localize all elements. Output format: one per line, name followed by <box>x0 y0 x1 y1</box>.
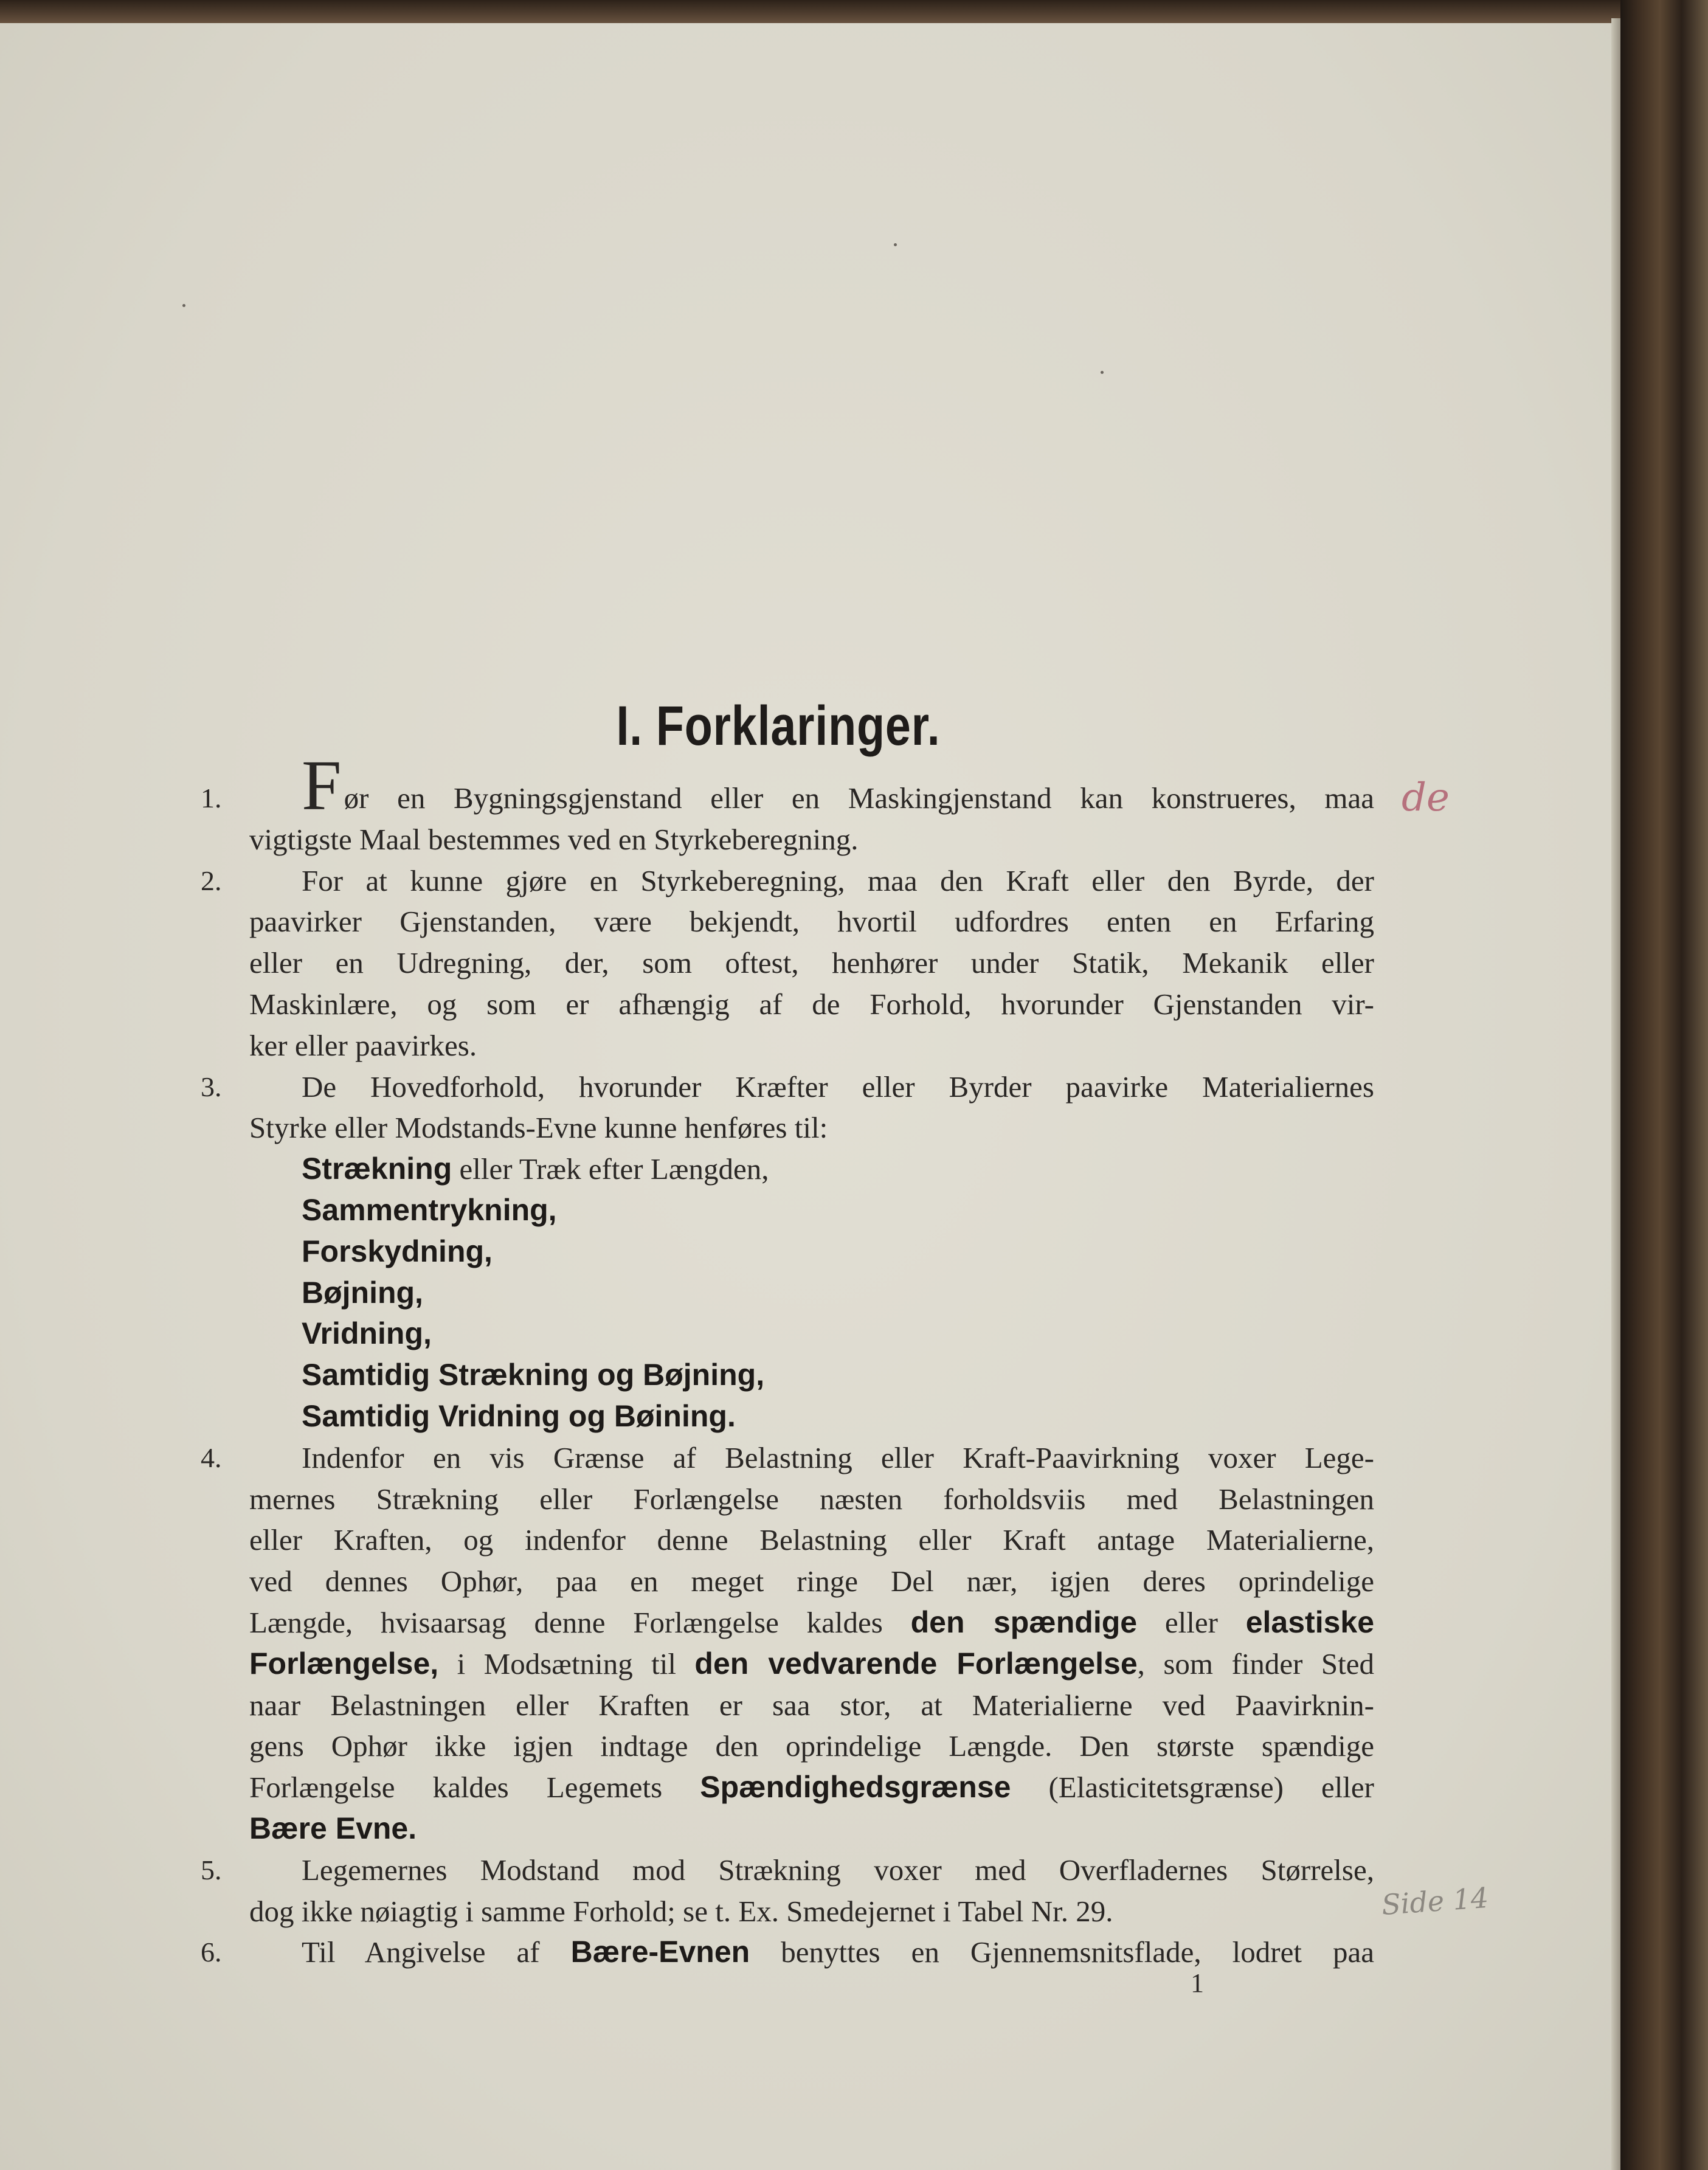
text-line <box>249 1767 1374 1808</box>
text-line <box>249 1149 1374 1190</box>
text-line <box>249 1519 1374 1561</box>
text-line <box>249 1643 1374 1685</box>
text-line <box>249 1025 1374 1066</box>
text-line <box>249 901 1374 942</box>
text-segment: ker eller paavirkes. <box>249 1028 477 1062</box>
bold-term: Forskydning, <box>302 1234 493 1268</box>
bold-term: Vridning, <box>302 1316 432 1351</box>
bold-term: Samtidig Vridning og Bøining. <box>302 1398 736 1433</box>
text-segment: ved dennes Ophør, paa en meget ringe Del nær, igjen deres oprindelige <box>249 1564 1374 1598</box>
bold-term: Sammentrykning, <box>302 1192 557 1227</box>
paper-speck <box>1101 371 1104 374</box>
text-line <box>201 1932 1374 1973</box>
text-segment: dog ikke nøiagtig i samme Forhold; se t. Ex. Smedejernet i Tabel Nr. 29. <box>249 1894 1113 1928</box>
text-line <box>249 1107 1374 1149</box>
text-line <box>249 1313 1374 1355</box>
text-segment: eller Træk efter Længden, <box>452 1152 769 1186</box>
text-line <box>201 1066 1374 1108</box>
bold-term: Bøjning, <box>302 1275 423 1310</box>
handwritten-page-reference: Side 14 <box>1380 1881 1490 1922</box>
text-line <box>249 1355 1374 1396</box>
bold-term: Bære-Evnen <box>570 1935 750 1969</box>
text-line <box>249 1479 1374 1520</box>
text-segment: Maskinlære, og som er afhængig af de Forhold, hvorunder Gjenstanden vir- <box>249 987 1374 1021</box>
handwritten-margin-note: de <box>1402 775 1450 820</box>
text-segment: vigtigste Maal bestemmes ved en Styrkeberegning. <box>249 822 859 856</box>
text-line <box>249 1231 1374 1273</box>
book-top-edge <box>0 0 1708 24</box>
page-number: 1 <box>1191 1968 1204 1998</box>
text-segment: Til Angivelse af <box>302 1935 571 1969</box>
text-line <box>249 1190 1374 1231</box>
text-line <box>249 1808 1374 1850</box>
text-segment: ør en Bygningsgjenstand eller en Maskingjenstand kan konstrueres, maa <box>344 781 1374 815</box>
text-segment: eller <box>1137 1605 1246 1639</box>
text-segment: eller en Udregning, der, som oftest, henhører under Statik, Mekanik eller <box>249 946 1374 980</box>
drop-cap: F <box>302 745 342 825</box>
text-line <box>201 745 1374 825</box>
paper-speck <box>894 243 897 246</box>
bold-term: Samtidig Strækning og Bøjning, <box>302 1358 765 1392</box>
text-line <box>249 942 1374 984</box>
text-segment: De Hovedforhold, hvorunder Kræfter eller Byrder paavirke Materialiernes <box>302 1069 1374 1104</box>
bold-term: den spændige <box>910 1605 1138 1639</box>
item-number: 4. <box>201 1442 222 1473</box>
text-line <box>249 1726 1374 1767</box>
section-heading: I. Forklaringer. <box>616 694 941 757</box>
item-number: 6. <box>201 1937 222 1968</box>
text-segment: For at kunne gjøre en Styrkeberegning, maa den Kraft eller den Byrde, der <box>302 863 1374 897</box>
text-line <box>249 1561 1374 1602</box>
text-line <box>249 984 1374 1025</box>
item-number: 5. <box>201 1854 222 1885</box>
text-line <box>249 1602 1374 1643</box>
text-line <box>249 1273 1374 1314</box>
text-segment: Legemernes Modstand mod Strækning voxer med Overfladernes Størrelse, <box>302 1853 1374 1887</box>
bold-term: Strækning <box>302 1152 452 1186</box>
bold-term: Forlængelse, <box>249 1646 439 1681</box>
bold-term: Bære Evne. <box>249 1811 417 1845</box>
item-number: 1. <box>201 783 222 814</box>
text-segment: , som finder Sted <box>1137 1647 1374 1681</box>
text-line <box>249 1396 1374 1437</box>
text-line <box>201 1850 1374 1891</box>
text-line <box>201 1437 1374 1479</box>
book-spine <box>1620 0 1708 2170</box>
text-line <box>249 1685 1374 1726</box>
item-number: 3. <box>201 1071 222 1102</box>
text-segment: (Elasticitetsgrænse) eller <box>1011 1771 1374 1805</box>
text-segment: gens Ophør ikke igjen indtage den oprindelige Længde. Den største spændige <box>249 1729 1374 1763</box>
text-segment: paavirker Gjenstanden, være bekjendt, hvortil udfordres enten en Erfaring <box>249 905 1374 939</box>
text-segment: benyttes en Gjennemsnitsflade, lodret paa <box>750 1935 1374 1969</box>
text-segment: Styrke eller Modstands-Evne kunne henføres til: <box>249 1111 828 1145</box>
text-segment: mernes Strækning eller Forlængelse næsten forholdsviis med Belastningen <box>249 1482 1374 1516</box>
text-segment: Forlængelse kaldes Legemets <box>249 1771 700 1805</box>
text-segment: eller Kraften, og indenfor denne Belastning eller Kraft antage Materialierne, <box>249 1523 1374 1557</box>
bold-term: Spændighedsgrænse <box>700 1770 1011 1805</box>
text-segment: i Modsætning til <box>438 1647 695 1681</box>
document-body <box>201 745 1375 1973</box>
text-segment: Indenfor en vis Grænse af Belastning eller Kraft-Paavirkning voxer Lege- <box>302 1440 1374 1474</box>
text-segment: Længde, hvisaarsag denne Forlængelse kaldes <box>249 1605 911 1639</box>
text-line <box>249 1891 1374 1932</box>
text-line <box>249 819 1374 860</box>
paper-speck <box>182 304 185 307</box>
bold-term: den vedvarende Forlængelse <box>694 1646 1138 1681</box>
item-number: 2. <box>201 865 222 896</box>
text-line <box>201 860 1374 902</box>
text-segment: naar Belastningen eller Kraften er saa stor, at Materialierne ved Paavirknin- <box>249 1688 1374 1722</box>
bold-term: elastiske <box>1245 1605 1375 1639</box>
